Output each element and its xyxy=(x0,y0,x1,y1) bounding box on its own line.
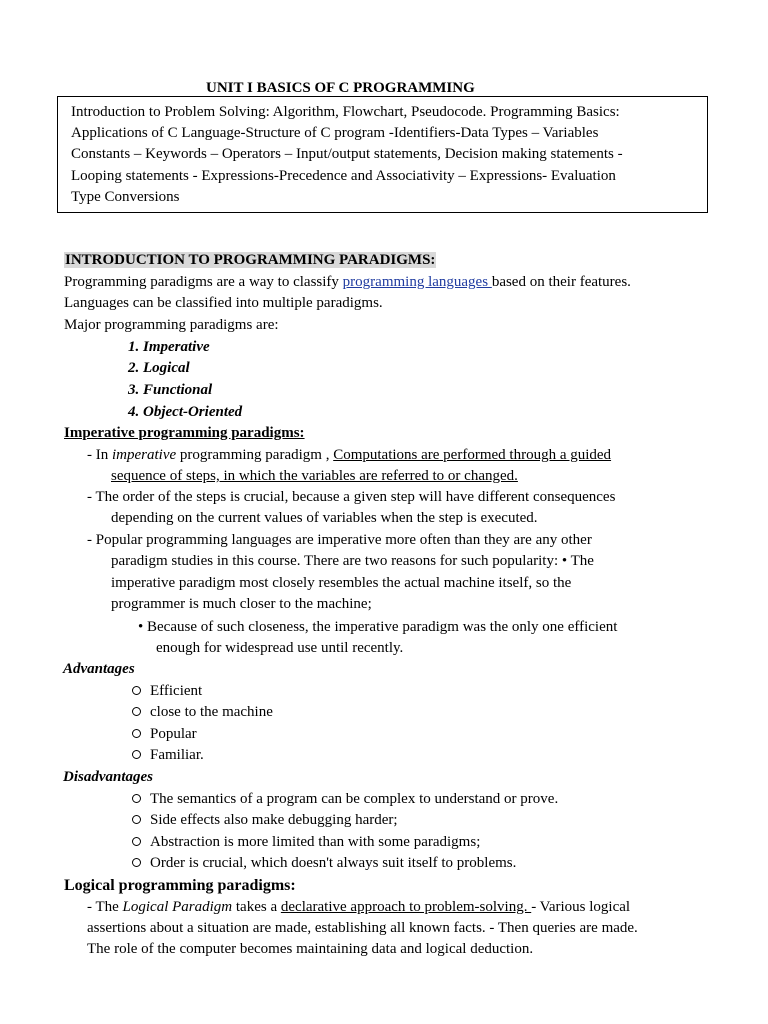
imperative-para-3: - Popular programming languages are imperative more often than they are any other xyxy=(87,532,592,548)
text: Familiar. xyxy=(150,747,204,763)
syllabus-line: Looping statements - Expressions-Precedence and Associativity – Expressions- Evaluation xyxy=(71,167,616,184)
list-item xyxy=(132,702,273,723)
intro-heading xyxy=(64,250,436,271)
circle-bullet-icon xyxy=(132,686,141,695)
paradigm-item: 1. Imperative xyxy=(128,339,210,355)
list-item xyxy=(132,832,480,853)
imperative-para-3-line-3: imperative paradigm most closely resembles the actual machine itself, so the xyxy=(111,575,572,591)
syllabus-line: Applications of C Language-Structure of C program -Identifiers-Data Types – Variables xyxy=(71,125,599,142)
imperative-para-2: - The order of the steps is crucial, because a given step will have different consequences xyxy=(87,489,616,505)
syllabus-line: Introduction to Problem Solving: Algorithm, Flowchart, Pseudocode. Programming Basics: xyxy=(71,104,620,120)
syllabus-line: Type Conversions xyxy=(71,188,180,205)
text: - The xyxy=(87,899,123,915)
list-item xyxy=(132,745,204,766)
intro-heading-text: INTRODUCTION TO PROGRAMMING PARADIGMS: xyxy=(65,252,436,268)
unit-title: UNIT I BASICS OF C PROGRAMMING xyxy=(206,80,475,96)
intro-text: based on their features. xyxy=(491,274,631,290)
text: - In xyxy=(87,447,112,463)
imperative-para-2-line-2: depending on the current values of variables when the step is executed. xyxy=(111,510,538,526)
text: takes a xyxy=(232,899,281,915)
syllabus-line: Constants – Keywords – Operators – Input/output statements, Decision making statements - xyxy=(71,146,623,163)
text: imperative xyxy=(112,447,177,463)
circle-bullet-icon xyxy=(132,729,141,738)
logical-heading: Logical programming paradigms: xyxy=(64,877,296,894)
logical-line-1 xyxy=(87,897,630,918)
list-item xyxy=(132,789,558,810)
advantages-heading: Advantages xyxy=(63,661,135,677)
imperative-para-1 xyxy=(87,445,611,466)
text: Efficient xyxy=(150,683,203,699)
circle-bullet-icon xyxy=(132,707,141,716)
text: Order is crucial, which doesn't always suit itself to problems. xyxy=(150,855,517,871)
intro-line-1 xyxy=(64,272,631,293)
text: Logical Paradigm xyxy=(122,899,233,915)
paradigm-item: 3. Functional xyxy=(128,382,213,398)
programming-languages-link[interactable]: programming languages xyxy=(342,274,492,290)
text: Popular xyxy=(150,726,197,742)
text: programming paradigm , xyxy=(176,447,334,463)
intro-line-2: Languages can be classified into multiple paradigms. xyxy=(64,295,383,311)
circle-bullet-icon xyxy=(132,815,141,824)
intro-text: Programming paradigms are a way to classify xyxy=(64,274,343,290)
logical-line-2: assertions about a situation are made, establishing all known facts. - Then queries are made. xyxy=(87,920,638,936)
disadvantages-heading: Disadvantages xyxy=(63,769,153,785)
syllabus-box xyxy=(57,96,708,213)
text: Computations are performed through a guided xyxy=(333,447,612,463)
text: The semantics of a program can be complex to understand or prove. xyxy=(150,791,559,807)
list-item xyxy=(132,810,398,831)
imperative-para-3-line-4: programmer is much closer to the machine; xyxy=(111,596,372,612)
imperative-para-3-line-2: paradigm studies in this course. There are two reasons for such popularity: • The xyxy=(111,553,594,569)
circle-bullet-icon xyxy=(132,858,141,867)
imperative-heading: Imperative programming paradigms: xyxy=(64,425,305,441)
text: Side effects also make debugging harder; xyxy=(150,812,398,828)
text: declarative approach to problem-solving. xyxy=(280,899,532,915)
imperative-para-4: • Because of such closeness, the imperative paradigm was the only one efficient xyxy=(138,619,618,635)
list-item xyxy=(132,853,516,874)
list-item xyxy=(132,724,197,745)
logical-line-3: The role of the computer becomes maintaining data and logical deduction. xyxy=(87,941,534,957)
text: Abstraction is more limited than with some paradigms; xyxy=(150,834,481,850)
imperative-para-1-line-2: sequence of steps, in which the variables are referred to or changed. xyxy=(111,468,518,484)
intro-line-3: Major programming paradigms are: xyxy=(64,317,279,333)
paradigm-item: 2. Logical xyxy=(128,360,190,376)
circle-bullet-icon xyxy=(132,837,141,846)
circle-bullet-icon xyxy=(132,794,141,803)
circle-bullet-icon xyxy=(132,750,141,759)
text: - Various logical xyxy=(531,899,631,915)
list-item xyxy=(132,681,202,702)
text: close to the machine xyxy=(150,704,273,720)
paradigm-item: 4. Object-Oriented xyxy=(128,404,243,420)
imperative-para-4-line-2: enough for widespread use until recently. xyxy=(156,640,404,656)
